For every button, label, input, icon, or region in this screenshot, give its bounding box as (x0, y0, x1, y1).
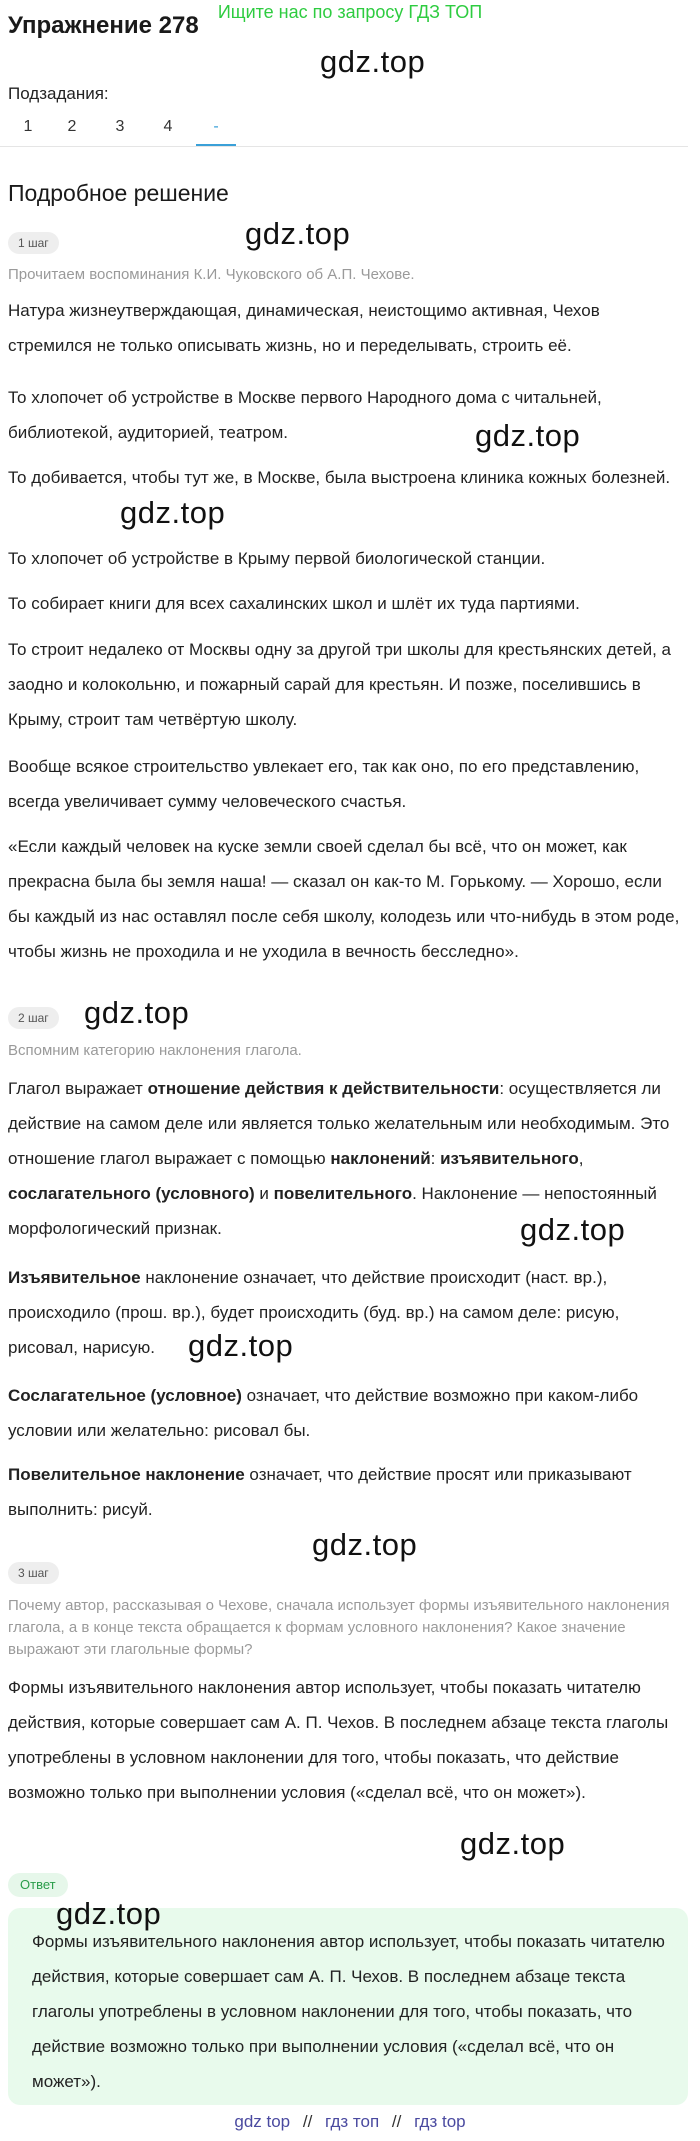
watermark: gdz.top (245, 216, 351, 251)
subtask-tabs (0, 110, 688, 147)
step2-paragraph-1: Глагол выражает отношение действия к действительности: осуществляется ли действие на самом деле или является только желательным или необходимым. Это отношение глагол выражает с помощью наклонений: изъявительного, сослагательного (условного) и повелительного. Наклонение — непостоянный морфологический признак. (8, 1079, 670, 1238)
step-badge-3: 3 шаг (8, 1562, 59, 1584)
step1-paragraph-8: «Если каждый человек на куске земли своей сделал бы всё, что он может, как прекрасна была бы земля наша! — сказал он как-то М. Горькому. — Хорошо, если бы каждый из нас оставлял после себя школу, колодезь или что-нибудь в этом роде, чтобы жизнь не проходила и не уходила в вечность бесследно». (8, 837, 680, 961)
step1-paragraph-5: То собирает книги для всех сахалинских школ и шлёт их туда партиями. (8, 594, 580, 613)
subtasks-label: Подзадания: (8, 84, 109, 103)
footer-separator: // (302, 2112, 313, 2131)
answer-box (8, 1908, 688, 2105)
step1-paragraph-1: Натура жизнеутверждающая, динамическая, неистощимо активная, Чехов стремился не только описывать жизнь, но и переделывать, строить её. (8, 301, 600, 355)
step2-paragraph-2: Изъявительное наклонение означает, что действие происходит (наст. вр.), происходило (прош. вр.), будет происходить (буд. вр.) на самом деле: рисую, рисовал, нарисую. (8, 1268, 620, 1357)
step-badge-2: 2 шаг (8, 1007, 59, 1029)
footer-links (0, 2112, 700, 2132)
tab-subtask-1[interactable]: 1 (23, 118, 33, 135)
answer-text: Формы изъявительного наклонения автор использует, чтобы показать читателю действия, которые совершает сам А. П. Чехов. В последнем абзаце текста глаголы употреблены в условном наклонении для того, чтобы показать, что действие возможно только при выполнении условия («сделал всё, что он может»). (32, 1932, 665, 2091)
footer-separator: // (391, 2112, 402, 2131)
watermark: gdz.top (475, 418, 581, 453)
step2-paragraph-4: Повелительное наклонение означает, что действие просят или приказывают выполнить: рисуй. (8, 1465, 632, 1519)
watermark: gdz.top (120, 495, 226, 530)
step1-paragraph-7: Вообще всякое строительство увлекает его, так как оно, по его представлению, всегда увеличивает сумму человеческого счастья. (8, 757, 640, 811)
step-badge-1: 1 шаг (8, 232, 59, 254)
watermark: gdz.top (56, 1896, 162, 1931)
tab-subtask-4[interactable]: 4 (163, 118, 173, 135)
page-title: Упражнение 278 (8, 12, 199, 39)
answer-badge: Ответ (8, 1873, 68, 1897)
tab-subtask-3[interactable]: 3 (115, 118, 125, 135)
tab-subtask-2[interactable]: 2 (67, 118, 77, 135)
step1-paragraph-4: То хлопочет об устройстве в Крыму первой биологической станции. (8, 549, 546, 568)
step-hint-3: Почему автор, рассказывая о Чехове, сначала использует формы изъявительного наклонения глагола, а в конце текста обращается к формам условного наклонения? Какое значение выражают эти глагольные формы? (8, 1597, 670, 1658)
watermark: gdz.top (520, 1212, 626, 1247)
step1-paragraph-3: То добивается, чтобы тут же, в Москве, была выстроена клиника кожных болезней. (8, 468, 671, 487)
watermark: gdz.top (312, 1527, 418, 1562)
search-banner: Ищите нас по запросу ГДЗ ТОП (217, 2, 483, 22)
watermark: gdz.top (188, 1328, 294, 1363)
watermark: gdz.top (84, 995, 190, 1030)
footer-link-gdz-top-ru[interactable]: гдз топ (325, 2112, 380, 2131)
footer-link-gdz-top[interactable]: gdz top (234, 2112, 291, 2131)
step-hint-2: Вспомним категорию наклонения глагола. (8, 1042, 302, 1059)
step3-paragraph-1: Формы изъявительного наклонения автор использует, чтобы показать читателю действия, которые совершает сам А. П. Чехов. В последнем абзаце текста глаголы употреблены в условном наклонении для того, чтобы показать, что действие возможно только при выполнении условия («сделал всё, что он может»). (8, 1678, 669, 1802)
step1-paragraph-2: То хлопочет об устройстве в Москве первого Народного дома с читальней, библиотекой, аудиторией, театром. (8, 388, 602, 442)
footer-link-gdz-top-mixed[interactable]: гдз top (414, 2112, 466, 2131)
step2-paragraph-3: Сослагательное (условное) означает, что действие возможно при каком-либо условии или желательно: рисовал бы. (8, 1386, 639, 1440)
watermark: gdz.top (320, 44, 426, 79)
step-hint-1: Прочитаем воспоминания К.И. Чуковского об А.П. Чехове. (8, 266, 415, 283)
watermark: gdz.top (460, 1826, 566, 1861)
tab-subtask-all[interactable]: - (196, 110, 236, 146)
solution-title: Подробное решение (8, 180, 229, 206)
step1-paragraph-6: То строит недалеко от Москвы одну за другой три школы для крестьянских детей, а заодно и колокольню, и пожарный сарай для крестьян. И позже, поселившись в Крыму, строит там четвёртую школу. (8, 640, 671, 729)
